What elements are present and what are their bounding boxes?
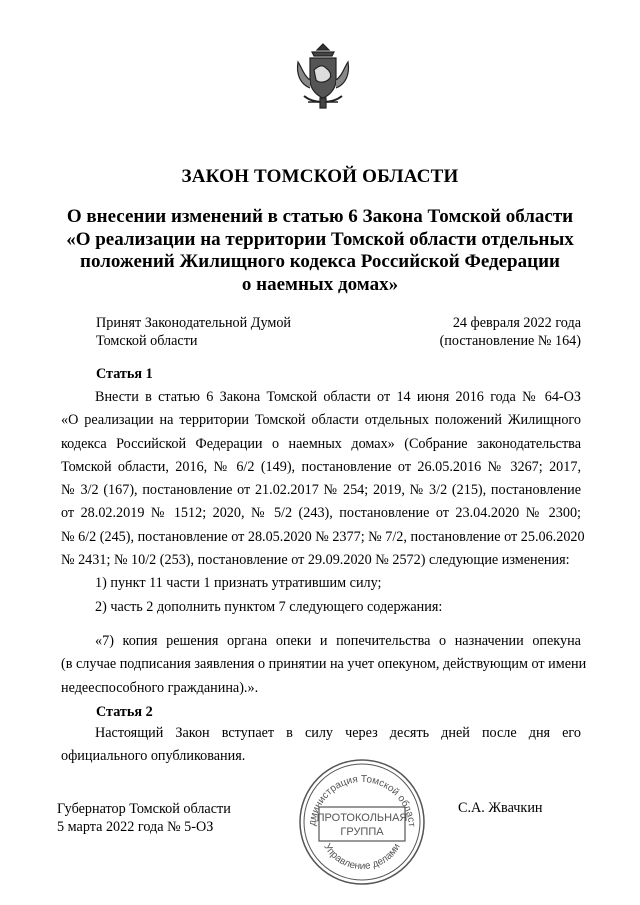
text-line: 2) часть 2 дополнить пунктом 7 следующего содержания:: [95, 598, 443, 615]
text-line: кодекса Российской Федерации о наемных домах» (Собрание законодательства: [61, 435, 581, 452]
signatory-name: С.А. Жвачкин: [458, 800, 543, 816]
article-1-heading: Статья 1: [96, 366, 153, 382]
coat-of-arms-icon: [290, 40, 356, 112]
adopted-by-line: Томской области: [96, 333, 198, 349]
article-1-text: [61, 386, 585, 619]
svg-text:Управление делами: [321, 842, 402, 872]
law-subtitle: [50, 206, 590, 296]
text-line: № 6/2 (245), постановление от 28.05.2020 № 2377; № 7/2, постановление от 25.06.2020: [61, 528, 585, 545]
text-line: 1) пункт 11 части 1 признать утратившим силу;: [95, 575, 382, 592]
text-line: Настоящий Закон вступает в силу через десять дней после дня его: [95, 725, 581, 741]
stamp-outer-text: дминистрация Томской област: [307, 773, 417, 828]
signatory-block: [57, 800, 231, 836]
signatory-position: Губернатор Томской области: [57, 801, 231, 817]
text-line: «7) копия решения органа опеки и попечительства о назначении опекуна: [95, 633, 581, 649]
official-stamp: [297, 757, 427, 887]
law-title: ЗАКОН ТОМСКОЙ ОБЛАСТИ: [181, 166, 459, 187]
subtitle-line: о наемных домах»: [241, 273, 399, 295]
law-number-date: 5 марта 2022 года № 5-ОЗ: [57, 819, 214, 835]
text-line: № 3/2 (167), постановление от 21.02.2017 № 254; 2019, № 3/2 (215), постановление: [61, 482, 581, 499]
text-line: недееспособного гражданина).».: [61, 679, 259, 696]
adoption-date-line: 24 февраля 2022 года: [452, 315, 581, 331]
subtitle-line: положений Жилищного кодекса Российской Федерации: [80, 251, 560, 272]
stamp-inner-line: ГРУППА: [340, 826, 384, 838]
adoption-date: [440, 314, 581, 350]
subtitle-line: О внесении изменений в статью 6 Закона Томской области: [66, 206, 574, 227]
article-1-quote: [61, 630, 587, 700]
adopted-by: [96, 314, 291, 350]
text-line: Томской области, 2016, № 6/2 (149), постановление от 26.05.2016 № 3267; 2017,: [61, 458, 581, 475]
text-line: «О реализации на территории Томской области отдельных положений Жилищного: [61, 412, 581, 429]
text-line: от 28.02.2019 № 1512; 2020, № 5/2 (243), постановление от 23.04.2020 № 2300;: [61, 505, 581, 522]
adopted-by-line: Принят Законодательной Думой: [96, 315, 292, 331]
subtitle-line: «О реализации на территории Томской области отдельных: [66, 228, 574, 250]
resolution-number: (постановление № 164): [439, 333, 581, 349]
text-line: (в случае подписания заявления о принятии на учет опекуном, действующим от имени: [61, 656, 587, 673]
article-2-heading: Статья 2: [96, 704, 153, 720]
stamp-bottom-text: Управление делами: [321, 841, 403, 873]
stamp-inner-line: ПРОТОКОЛЬНАЯ: [316, 812, 408, 824]
text-line: № 2431; № 10/2 (253), постановление от 29.09.2020 № 2572) следующие изменения:: [61, 552, 570, 569]
text-line: официального опубликования.: [61, 748, 246, 765]
text-line: Внести в статью 6 Закона Томской области от 14 июня 2016 года № 64-ОЗ: [95, 389, 581, 405]
